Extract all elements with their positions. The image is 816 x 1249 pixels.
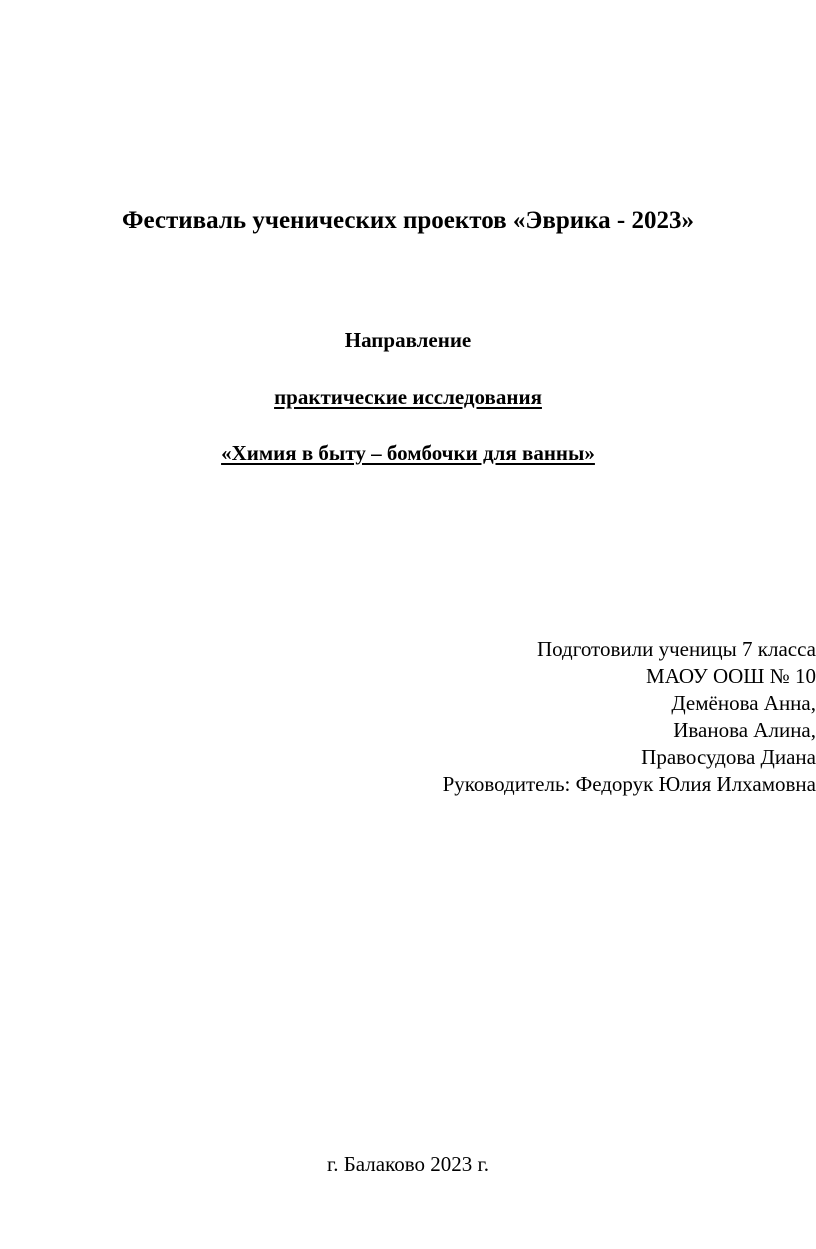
city-year: г. Балаково 2023 г.: [326, 1152, 489, 1176]
authors-line-school: МАОУ ООШ № 10: [646, 664, 816, 688]
authors-line-author-3: Правосудова Диана: [641, 745, 816, 769]
authors-line-supervisor: Руководитель: Федорук Юлия Илхамовна: [442, 772, 816, 796]
direction-heading: Направление: [344, 328, 472, 352]
authors-block: [216, 636, 816, 798]
authors-line-author-1: Демёнова Анна,: [671, 691, 816, 715]
authors-line-author-2: Иванова Алина,: [673, 718, 816, 742]
authors-line-prepared: Подготовили ученицы 7 класса: [536, 637, 816, 661]
direction-value: практические исследования: [274, 385, 542, 409]
festival-title: Фестиваль ученических проектов «Эврика - 2023»: [121, 207, 695, 234]
project-title: «Химия в быту – бомбочки для ванны»: [221, 441, 595, 465]
